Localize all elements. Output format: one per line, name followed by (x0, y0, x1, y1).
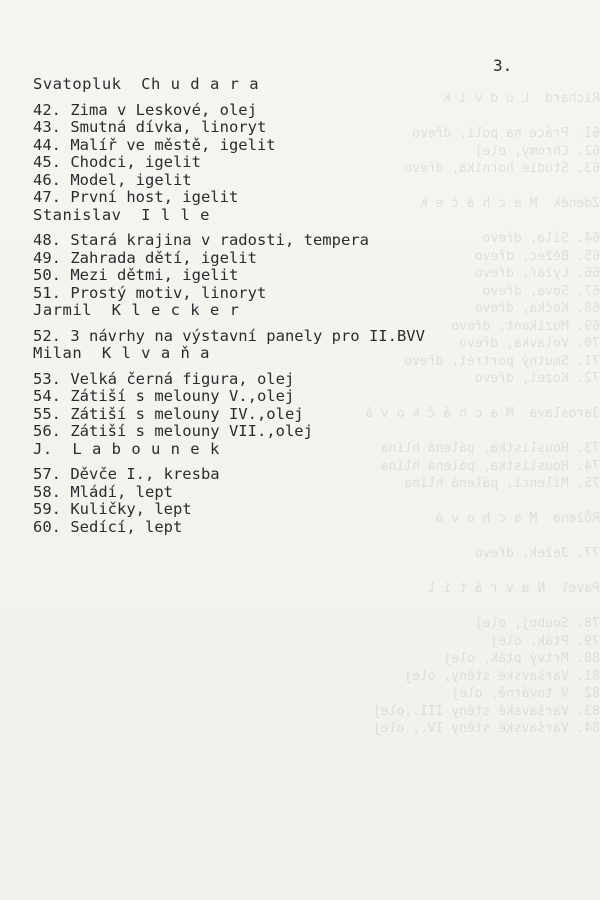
artwork-list (33, 232, 573, 302)
artwork-entry: 60. Sedící, lept (33, 517, 183, 536)
artwork-entry: 59. Kuličky, lept (33, 500, 192, 518)
artwork-entry: 48. Stará krajina v radosti, tempera (33, 231, 369, 249)
artist-section (33, 76, 573, 207)
artwork-entry: 58. Mládí, lept (33, 482, 173, 501)
artist-section (33, 345, 573, 441)
artwork-entry: 57. Děvče I., kresba (33, 465, 220, 483)
artist-name: J. L a b o u n e k (33, 439, 220, 458)
artwork-list (33, 328, 573, 346)
show-through-background: Richard L u d v í k 61. Práce na poli, dřevo 62. Chromý, olej 63. Studie hornika, dřevo Zdeněk M a c h á č e k 64. Síla, dřevo 65. Běžec, dřevo 66. Lyžař, dřevo 67. Sova, dřevo 68. Kočka, dřevo 69. Muzikant, dřevo 70. Volavka, dřevo 71. Smutný portrét, dřevo 72. Kozel, dřevo Jaroslava M a c h á č k o v á 73. Houslistka, pálená hlína 74. Houslistka, pálená hlína 75. Milenci, pálená hlína Růžena M a c h o v á 77. Ježek, dřevo Pavel N a v r á t i l 78. Souboj, olej 79. Pták, olej 80. Mrtvý pták, olej 81. Varšavské stěny, olej 82. V továrně, olej 83. Varšavské stěny III.,olej 84. Varšavské stěny IV., olej (365, 91, 600, 736)
artwork-entry: 49. Zahrada dětí, igelit (33, 248, 257, 267)
artist-section (33, 207, 573, 303)
artwork-entry: 55. Zátiší s melouny IV.,olej (33, 404, 304, 423)
exhibition-list (33, 76, 573, 536)
artwork-list (33, 466, 573, 536)
artist-name: Milan K l v a ň a (33, 344, 210, 362)
artwork-entry: 43. Smutná dívka, linoryt (33, 118, 267, 136)
page-number: 3. (493, 56, 513, 75)
artwork-entry: 53. Velká černá figura, olej (33, 369, 295, 388)
artist-name: Stanislav I l l e (33, 205, 210, 224)
artist-name: Jarmil K l e c k e r (33, 301, 240, 319)
artwork-list (33, 371, 573, 441)
artwork-list (33, 102, 573, 207)
artwork-entry: 50. Mezi dětmi, igelit (33, 266, 239, 284)
artwork-entry: 56. Zátiší s melouny VII.,olej (33, 422, 313, 440)
artwork-entry: 45. Chodci, igelit (33, 153, 201, 171)
artwork-entry: 52. 3 návrhy na výstavní panely pro II.BVV (33, 326, 425, 345)
artwork-entry: 44. Malíř ve městě, igelit (33, 135, 276, 154)
artist-section (33, 302, 573, 345)
artist-name: Svatopluk Ch u d a r a (33, 75, 260, 93)
artist-section (33, 441, 573, 537)
artwork-entry: 47. První host, igelit (33, 188, 239, 206)
artwork-entry: 46. Model, igelit (33, 170, 192, 189)
artwork-entry: 42. Zima v Leskové, olej (33, 100, 257, 119)
artwork-entry: 54. Zátiší s melouny V.,olej (33, 387, 295, 405)
artwork-entry: 51. Prostý motiv, linoryt (33, 283, 267, 302)
